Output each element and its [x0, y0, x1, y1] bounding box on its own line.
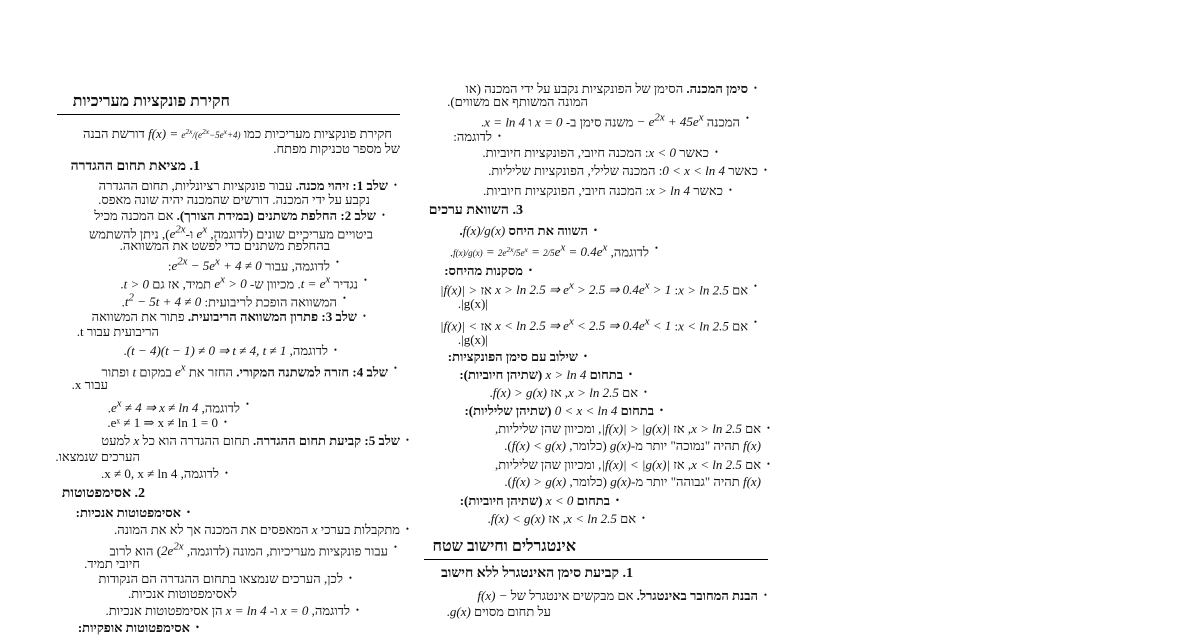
step3-line-2: הריבועית עבור t. — [76, 324, 159, 339]
range1-result: • אם x > ln 2.5, אז f(x) > g(x). — [489, 384, 638, 401]
step1-line-2: נקבע על ידי המכנה. דורשים שהמכנה יהיה שונה מאפס. — [98, 192, 370, 207]
conclusion-1: • אם x > ln 2.5: x > ln 2.5 ⇒ $e^x > 2.5$ ⇒ $0.4e^x > 1$ אז |f(x)| > — [440, 278, 748, 298]
range2-line-2: f(x) תהיה "נמוכה" יותר מ-g(x) (כלומר, f(x) < g(x)). — [504, 438, 761, 453]
section1-heading: 1. מציאת תחום ההגדרה — [70, 159, 200, 174]
sign-line-2: המונה המשותף אם משווים). — [447, 94, 588, 109]
title-rule — [57, 114, 400, 115]
range2-line-3: • אם x < ln 2.5, אז |f(x)| < |g(x)|, ומכיוון שהן שליליות, — [495, 456, 761, 473]
example-ln1: • eˣ ≠ 1 ⇒ x ≠ ln 1 = 0. — [107, 414, 218, 431]
horizontal-asymptotes-label: • אסימפטוטות אופקיות: — [78, 619, 190, 636]
integrals-title: אינטגרלים וחישוב שטח — [432, 538, 576, 555]
sign-case-3: • כאשר x > ln 4: המכנה חיובי, הפונקציות חיוביות. — [483, 182, 723, 199]
sign-line-3: • המכנה − $e^{2x} + 45e^x$ משנה סימן ב- x = 0 ו x = ln 4. — [481, 110, 740, 130]
conclusion-2-cont: |g(x)|. — [457, 332, 488, 347]
range2-line-1: • אם x > ln 2.5, אז |f(x)| > |g(x)|, ומכיוון שהן שליליות, — [495, 420, 761, 437]
quadratic-line: • המשוואה הופכת לריבועית: $t^2 - 5t + 4 \ne 0$. — [122, 290, 337, 310]
sign-case-2: • כאשר 0 < x < ln 4: המכנה שלילי, הפונקציות שליליות. — [488, 162, 758, 179]
sign-line-1: • סימן המכנה. הסימן של הפונקציות נקבע על ידי המכנה (או — [466, 80, 748, 97]
step2-line: • שלב 2: החלפת משתנים (במידת הצורך). אם המכנה מכיל — [94, 207, 376, 224]
asym-line-5: לאסימפטוטות אנכיות. — [127, 586, 237, 601]
sign-case-1: • כאשר x < 0: המכנה חיובי, הפונקציות חיוביות. — [482, 144, 709, 161]
step4-line-2: עבור x. — [71, 377, 108, 392]
range1-label: • בתחום x > ln 4 (שתיהן חיוביות): — [459, 366, 623, 383]
asym-line-1: • מתקבלות בערכי x המאפסים את המכנה אך לא את המונה. — [114, 521, 400, 538]
step1-line: • שלב 1: זיהוי מכנה. עבור פונקציות רציונליות, תחום ההגדרה — [99, 177, 388, 194]
asym-line-6: • לדוגמה, x = 0 ו- x = ln 4 הן אסימפטוטות אנכיות. — [106, 602, 351, 619]
domain-result: • לדוגמה, x ≠ 0, x ≠ ln 4. — [101, 465, 219, 482]
step3-line: • שלב 3: פתרון המשוואה הריבועית. פתור את המשוואה — [92, 308, 357, 325]
integrals-heading: 1. קביעת סימן האינטגרל ללא חישוב — [441, 566, 633, 581]
range3-label: • בתחום x < 0 (שתיהן חיוביות): — [460, 492, 610, 509]
integrand-line-2: על תחום מסוים g(x). — [446, 604, 551, 619]
step2-line-3: בהחלפת משתנים כדי לפשט את המשוואה. — [119, 238, 330, 253]
asym-line-4: • לכן, הערכים שנמצאו בתחום ההגדרה הם הנקודות — [99, 570, 343, 587]
integrand-line-1: • הבנת המחובר באינטגרל. אם מבקשים אינטגרל של f(x) − — [477, 587, 758, 604]
integrals-rule — [424, 559, 768, 560]
intro-line-1: חקירת פונקציות מעריכיות כמו $f(x) = e^{2x}/(e^{2x}-5e^x+4)$ דורשת הבנה — [83, 126, 392, 141]
ratio-example: • לדוגמה, $f(x)/g(x) = 2e^{2x}/5e^x = 2/5e^x = 0.4e^x$. — [450, 240, 649, 262]
range2-line-4: f(x) תהיה "גבוהה" יותר מ-g(x) (כלומר, f(x) > g(x)). — [504, 474, 761, 489]
section3-heading: 3. השוואת ערכים — [428, 203, 523, 218]
step5-line: • שלב 5: קביעת תחום ההגדרה. תחום ההגדרה הוא כל x למעט — [101, 432, 400, 449]
combine-label: • שילוב עם סימן הפונקציות: — [448, 348, 578, 365]
example-ln4: • לדוגמה, $e^x \ne 4$ ⇒ x ≠ ln 4. — [108, 396, 240, 416]
range2-label: • בתחום 0 < x < ln 4 (שתיהן שליליות): — [464, 402, 654, 419]
conclusion-1-cont: |g(x)|. — [457, 296, 488, 311]
sign-example-label: • לדוגמה: — [453, 128, 492, 145]
asym-line-2: • עבור פונקציות מעריכיות, המונה (לדוגמה, $2e^{2x}$) הוא לרוב — [110, 539, 388, 559]
conclusion-2: • אם x < ln 2.5: x < ln 2.5 ⇒ $e^x < 2.5$ ⇒ $0.4e^x < 1$ אז |f(x)| < — [440, 314, 748, 334]
page-title: חקירת פונקציות מעריכיות — [72, 93, 230, 110]
factor-line: • לדוגמה, (t − 4)(t − 1) ≠ 0 ⇒ t ≠ 4, t ≠ 1. — [124, 342, 329, 359]
intro-line-2: של מספר טכניקות מפתח. — [273, 141, 400, 156]
step2-line-2: ביטויים מעריכיים שונים (לדוגמה, $e^x$ $ו-e^{2x}$), ניתן להשתמש — [89, 224, 373, 242]
vertical-asymptotes-label: • אסימפטוטות אנכיות: — [76, 504, 181, 521]
substitution-line: • נגדיר $t = e^x$. מכיוון ש- $e^x > 0$ תמיד, אז גם t > 0. — [120, 272, 358, 292]
example-quadratic: • לדוגמה, עבור $e^{2x} - 5e^x + 4 \ne 0$: — [168, 254, 330, 274]
range3-result: • אם x < ln 2.5, אז f(x) < g(x). — [487, 510, 636, 527]
ratio-label: • השווה את היחס f(x)/g(x). — [459, 222, 588, 239]
ratio-conclusions-label: • מסקנות מהיחס: — [444, 262, 523, 279]
section2-heading: 2. אסימפטוטות — [61, 486, 145, 501]
step4-line: • שלב 4: חזרה למשתנה המקורי. החזר את $e^x$ במקום t ופתור — [101, 360, 388, 380]
asym-line-3: חיובי תמיד. — [84, 556, 140, 571]
step5-line-2: הערכים שנמצאו. — [55, 449, 140, 464]
